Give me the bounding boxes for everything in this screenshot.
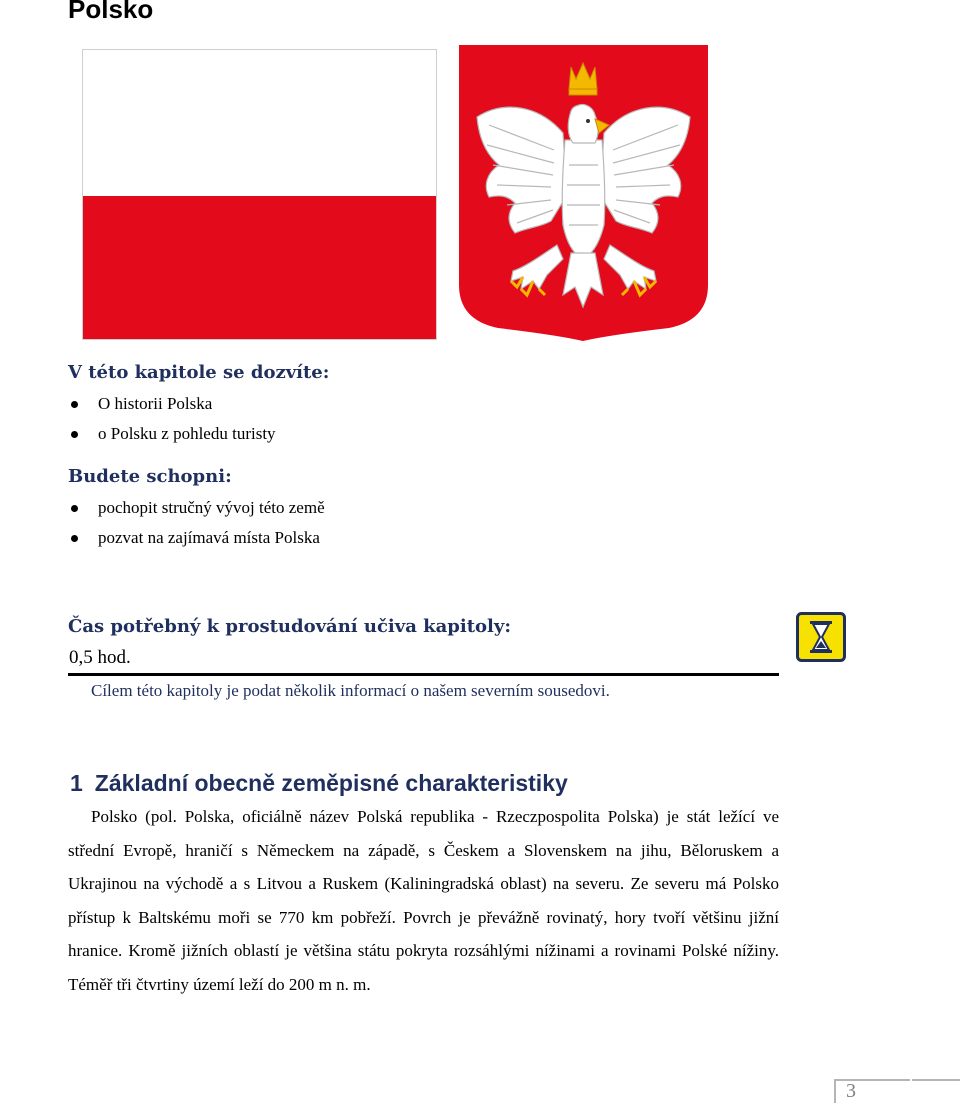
chapter-goal: Cílem této kapitoly je podat několik informací o našem severním sousedovi. — [91, 681, 610, 700]
white-eagle-icon — [459, 45, 708, 341]
hourglass-icon — [796, 612, 846, 662]
polish-flag-image — [82, 49, 437, 340]
learn-list — [68, 389, 276, 449]
page-number: 3 — [846, 1080, 856, 1102]
section-number: 1 — [70, 770, 83, 796]
page-number-line — [912, 1079, 960, 1081]
list-item: O historii Polska — [68, 389, 276, 419]
flag-red-stripe — [83, 196, 436, 340]
skills-list — [68, 493, 325, 553]
section-title — [70, 770, 568, 797]
learn-heading: V této kapitole se dozvíte: — [68, 362, 330, 383]
skills-heading: Budete schopni: — [68, 466, 232, 487]
coat-of-arms-image — [459, 45, 708, 341]
flag-white-stripe — [83, 50, 436, 196]
page-title: Polsko — [68, 0, 154, 24]
horizontal-rule — [68, 673, 779, 676]
list-item: pochopit stručný vývoj této země — [68, 493, 325, 523]
list-item: pozvat na zajímavá místa Polska — [68, 523, 325, 553]
section-title-text: Základní obecně zeměpisné charakteristiky — [94, 770, 568, 796]
section-body: Polsko (pol. Polska, oficiálně název Polská republika - Rzeczpospolita Polska) je stát ležící ve střední Evropě, hraničí s Německem na západě, s Českem a Slovenskem na jihu, Běloruskem a Ukrajinou na východě a s Litvou a Ruskem (Kaliningradská oblast) na severu. Ze severu má Polsko přístup k Baltskému moři se 770 km pobřeží. Povrch je převážně rovinatý, hory tvoří většinu jižní hranice. Kromě jižních oblastí je většina státu pokryta rozsáhlými nížinami a rovinami Polské nížiny. Téměř tři čtvrtiny území leží do 200 m n. m. — [68, 807, 779, 994]
list-item: o Polsku z pohledu turisty — [68, 419, 276, 449]
time-heading: Čas potřebný k prostudování učiva kapitoly: — [68, 616, 511, 637]
time-value: 0,5 hod. — [69, 647, 131, 668]
